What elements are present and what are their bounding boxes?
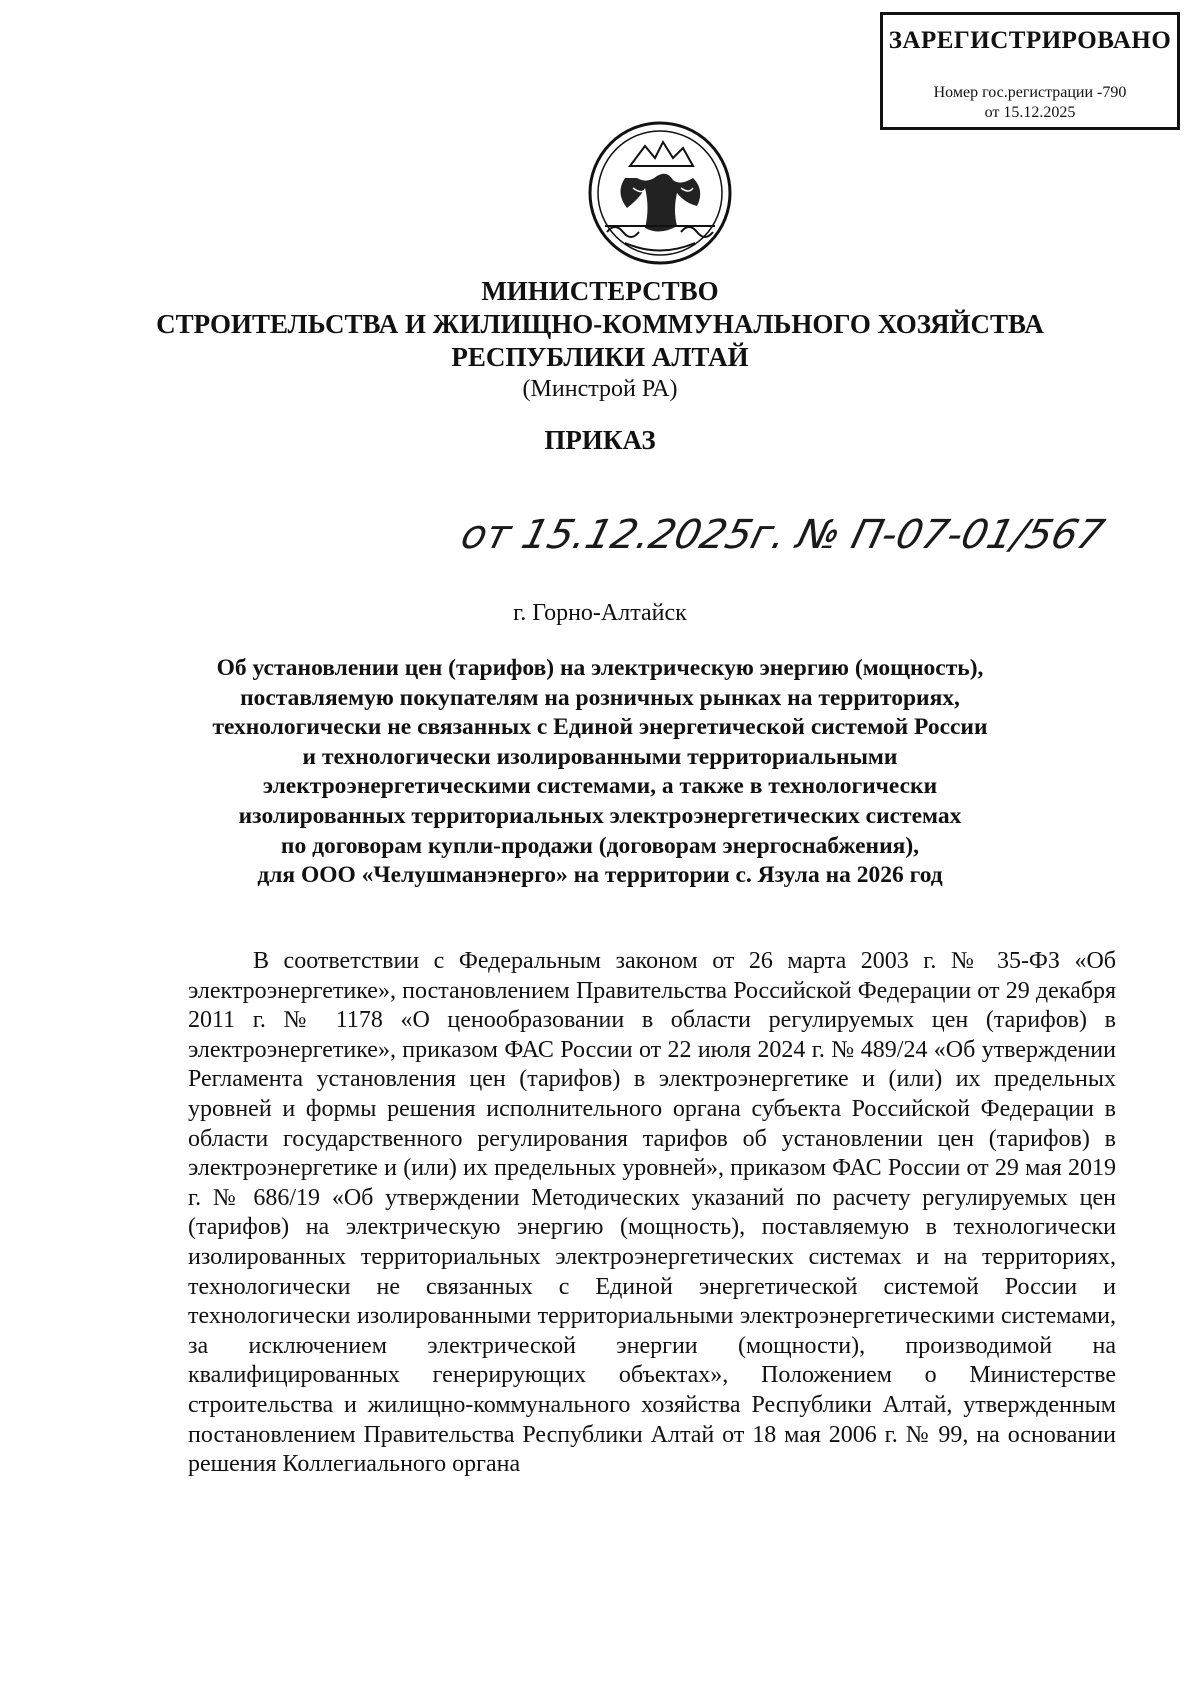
subject-line: по договорам купли-продажи (договорам энергоснабжения), <box>280 832 920 859</box>
subject-line: поставляемую покупателям на розничных рынках на территориях, <box>240 684 960 711</box>
stamp-registration-number: Номер гос.регистрации -790 <box>933 84 1127 101</box>
organization-line-3: РЕСПУБЛИКИ АЛТАЙ <box>451 342 749 372</box>
subject-line: электроэнергетическими системами, а также в технологически <box>262 773 938 800</box>
subject-line: для ООО «Челушманэнерго» на территории с. Язула на 2026 год <box>257 862 943 889</box>
subject-line: технологически не связанных с Единой энергетической системой России <box>212 714 988 741</box>
city: г. Горно-Алтайск <box>513 600 687 626</box>
organization-short-name: (Минстрой РА) <box>522 376 678 402</box>
subject-line: изолированных территориальных электроэнергетических системах <box>238 802 962 829</box>
stamp-registration-date: от 15.12.2025 <box>984 104 1076 121</box>
organization-line-1: МИНИСТЕРСТВО <box>481 276 719 306</box>
document-type: ПРИКАЗ <box>544 425 656 455</box>
organization-name <box>0 275 1200 374</box>
registration-stamp <box>880 12 1180 130</box>
stamp-title: ЗАРЕГИСТРИРОВАНО <box>888 27 1172 54</box>
order-subject <box>0 654 1200 891</box>
coat-of-arms-icon <box>585 118 735 268</box>
subject-line: и технологически изолированными территориальными <box>302 743 898 770</box>
handwritten-date-number <box>456 500 1110 580</box>
subject-line: Об установлении цен (тарифов) на электрическую энергию (мощность), <box>216 655 984 681</box>
handwritten-date-number-text: от 15.12.2025г. № П-07-01/567 <box>456 510 1110 558</box>
body-paragraph: В соответствии с Федеральным законом от 26 марта 2003 г. № 35-ФЗ «Об электроэнергетике», постановлением Правительства Российской Федерации от 29 декабря 2011 г. № 1178 «О ценообразовании в области регулируемых цен (тарифов) в электроэнергетике», приказом ФАС России от 22 июля 2024 г. № 489/24 «Об утверждении Регламента установления цен (тарифов) в электроэнергетике и (или) их предельных уровней и формы решения исполнительного органа субъекта Российской Федерации в области государственного регулирования тарифов об установлении цен (тарифов) в электроэнергетике и (или) их предельных уровней», приказом ФАС России от 29 мая 2019 г. № 686/19 «Об утверждении Методических указаний по расчету регулируемых цен (тарифов) на электрическую энергию (мощность), поставляемую в технологически изолированных территориальных электроэнергетических системах и на территориях, технологически не связанных с Единой энергетической системой России и технологически изолированными территориальными электроэнергетическими системами, за исключением электрической энергии (мощности), производимой на квалифицированных генерирующих объектах», Положением о Министерстве строительства и жилищно-коммунального хозяйства Республики Алтай, утвержденным постановлением Правительства Республики Алтай от 18 мая 2006 г. № 99, на основании решения Коллегиального органа <box>188 948 1116 1478</box>
organization-line-2: СТРОИТЕЛЬСТВА И ЖИЛИЩНО-КОММУНАЛЬНОГО ХОЗЯЙСТВА <box>156 309 1044 339</box>
